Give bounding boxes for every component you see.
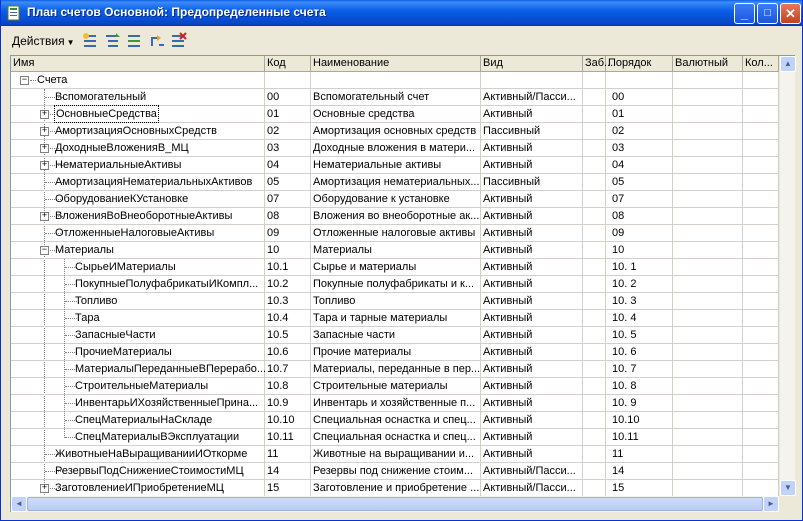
table-row[interactable]	[11, 276, 779, 293]
kind-cell: Активный	[481, 378, 583, 395]
currency-cell	[673, 140, 743, 157]
tree-cell	[11, 89, 265, 106]
order-cell: 10. 5	[606, 327, 673, 344]
tree-cell	[11, 378, 265, 395]
quantity-cell	[743, 89, 779, 106]
quantity-cell	[743, 344, 779, 361]
quantity-cell	[743, 242, 779, 259]
order-cell: 10. 8	[606, 378, 673, 395]
quantity-cell	[743, 429, 779, 446]
currency-cell	[673, 463, 743, 480]
tree-cell	[11, 293, 265, 310]
currency-cell	[673, 361, 743, 378]
quantity-cell	[743, 208, 779, 225]
code-cell: 04	[265, 157, 311, 174]
order-cell: 05	[606, 174, 673, 191]
quantity-cell	[743, 412, 779, 429]
table-row[interactable]	[11, 89, 779, 106]
table-row[interactable]	[11, 106, 779, 123]
currency-cell	[673, 429, 743, 446]
tree-cell	[11, 395, 265, 412]
quantity-cell	[743, 157, 779, 174]
table-row[interactable]	[11, 429, 779, 446]
account-name: Вспомогательный	[55, 91, 147, 103]
quantity-cell	[743, 276, 779, 293]
table-row[interactable]	[11, 242, 779, 259]
title-cell: Основные средства	[311, 106, 481, 123]
quantity-cell	[743, 361, 779, 378]
account-name: ЖивотныеНаВыращиванииИОткорме	[55, 448, 248, 460]
tree-cell	[11, 361, 265, 378]
title-cell: Животные на выращивании и...	[311, 446, 481, 463]
account-name: СырьеИМатериалы	[75, 261, 176, 273]
quantity-cell	[743, 293, 779, 310]
root-label: Счета	[37, 74, 68, 86]
close-button[interactable]: ✕	[780, 3, 801, 24]
vertical-scrollbar[interactable]	[779, 56, 795, 496]
currency-cell	[673, 174, 743, 191]
off-balance-cell	[583, 259, 606, 276]
code-cell: 10.8	[265, 378, 311, 395]
move-up-icon[interactable]	[148, 32, 166, 50]
tree-cell	[11, 157, 265, 174]
tree-cell	[11, 106, 265, 123]
kind-cell: Активный	[481, 293, 583, 310]
tree-cell	[11, 463, 265, 480]
expand-icon[interactable]: +	[41, 211, 48, 221]
add-group-icon[interactable]	[104, 32, 122, 50]
table-row[interactable]	[11, 412, 779, 429]
kind-cell: Активный	[481, 242, 583, 259]
title-cell: Материалы	[311, 242, 481, 259]
order-cell: 10.11	[606, 429, 673, 446]
title-cell: Нематериальные активы	[311, 157, 481, 174]
table-row[interactable]	[11, 259, 779, 276]
account-name: МатериалыПереданныеВПерерабо...	[75, 363, 267, 375]
kind-cell: Активный/Пасси...	[481, 480, 583, 497]
currency-cell	[673, 446, 743, 463]
title-cell: Прочие материалы	[311, 344, 481, 361]
table-row[interactable]	[11, 208, 779, 225]
tree-cell	[11, 310, 265, 327]
kind-cell: Активный	[481, 191, 583, 208]
title-bar[interactable]	[1, 0, 802, 26]
account-name: Топливо	[75, 295, 118, 307]
scroll-left-button[interactable]: ◄	[11, 496, 27, 512]
table-row[interactable]	[11, 344, 779, 361]
currency-cell	[673, 395, 743, 412]
quantity-cell	[743, 123, 779, 140]
table-row[interactable]	[11, 123, 779, 140]
off-balance-cell	[583, 123, 606, 140]
order-cell: 10. 7	[606, 361, 673, 378]
tree-cell	[11, 259, 265, 276]
title-cell: Оборудование к установке	[311, 191, 481, 208]
off-balance-cell	[583, 446, 606, 463]
off-balance-cell	[583, 463, 606, 480]
code-cell: 10.4	[265, 310, 311, 327]
expand-icon[interactable]: +	[41, 143, 48, 153]
code-cell: 10.9	[265, 395, 311, 412]
title-cell	[311, 72, 481, 89]
table-row[interactable]	[11, 225, 779, 242]
account-name: ОсновныеСредства	[56, 108, 157, 120]
currency-cell	[673, 191, 743, 208]
currency-cell	[673, 327, 743, 344]
column-header-currency[interactable]: Валютный	[673, 56, 743, 72]
code-cell: 10.10	[265, 412, 311, 429]
add-icon[interactable]	[82, 32, 100, 50]
title-cell: Материалы, переданные в пер...	[311, 361, 481, 378]
order-cell: 10. 6	[606, 344, 673, 361]
title-cell: Строительные материалы	[311, 378, 481, 395]
minimize-button[interactable]: _	[734, 3, 755, 24]
currency-cell	[673, 123, 743, 140]
kind-cell: Активный/Пасси...	[481, 89, 583, 106]
account-name: АмортизацияНематериальныхАктивов	[55, 176, 253, 188]
currency-cell	[673, 242, 743, 259]
account-name: Тара	[75, 312, 100, 324]
quantity-cell	[743, 446, 779, 463]
kind-cell: Активный	[481, 259, 583, 276]
account-name: ЗапасныеЧасти	[75, 329, 156, 341]
account-name: ОборудованиеКУстановке	[55, 193, 189, 205]
table-row[interactable]	[11, 361, 779, 378]
off-balance-cell	[583, 293, 606, 310]
off-balance-cell	[583, 276, 606, 293]
quantity-cell	[743, 378, 779, 395]
order-cell: 15	[606, 480, 673, 497]
code-cell: 03	[265, 140, 311, 157]
quantity-cell	[743, 72, 779, 89]
account-name: РезервыПодСнижениеСтоимостиМЦ	[55, 465, 244, 477]
tree-cell	[11, 446, 265, 463]
off-balance-cell	[583, 89, 606, 106]
account-name: АмортизацияОсновныхСредств	[55, 125, 217, 137]
title-cell: Амортизация основных средств	[311, 123, 481, 140]
tree-cell	[11, 174, 265, 191]
off-balance-cell	[583, 157, 606, 174]
off-balance-cell	[583, 208, 606, 225]
kind-cell: Активный	[481, 395, 583, 412]
quantity-cell	[743, 480, 779, 497]
quantity-cell	[743, 463, 779, 480]
code-cell: 15	[265, 480, 311, 497]
tree-branch-line	[64, 259, 65, 438]
table-row[interactable]	[11, 174, 779, 191]
code-cell: 10	[265, 242, 311, 259]
table-row-root[interactable]	[11, 72, 779, 89]
currency-cell	[673, 157, 743, 174]
account-name: ПокупныеПолуфабрикатыИКомпл...	[75, 278, 259, 290]
title-cell: Специальная оснастка и спец...	[311, 412, 481, 429]
kind-cell: Активный	[481, 140, 583, 157]
kind-cell: Активный	[481, 208, 583, 225]
kind-cell: Активный	[481, 276, 583, 293]
collapse-icon[interactable]: −	[21, 75, 28, 85]
code-cell: 11	[265, 446, 311, 463]
tree-cell	[11, 208, 265, 225]
currency-cell	[673, 378, 743, 395]
chart-of-accounts-icon	[6, 5, 22, 21]
quantity-cell	[743, 395, 779, 412]
currency-cell	[673, 72, 743, 89]
kind-cell: Активный	[481, 225, 583, 242]
currency-cell	[673, 412, 743, 429]
order-cell: 14	[606, 463, 673, 480]
off-balance-cell	[583, 327, 606, 344]
expand-icon[interactable]: +	[41, 126, 48, 136]
tree-cell	[11, 140, 265, 157]
off-balance-cell	[583, 480, 606, 497]
table-row[interactable]	[11, 395, 779, 412]
off-balance-cell	[583, 242, 606, 259]
quantity-cell	[743, 310, 779, 327]
title-cell: Амортизация нематериальных...	[311, 174, 481, 191]
off-balance-cell	[583, 225, 606, 242]
column-header-title[interactable]: Наименование	[311, 56, 481, 72]
expand-icon[interactable]: +	[41, 483, 48, 493]
order-cell: 07	[606, 191, 673, 208]
order-cell: 04	[606, 157, 673, 174]
kind-cell: Активный	[481, 361, 583, 378]
delete-icon[interactable]	[170, 32, 188, 50]
code-cell: 00	[265, 89, 311, 106]
table-header	[11, 56, 779, 72]
kind-cell: Активный	[481, 412, 583, 429]
off-balance-cell	[583, 429, 606, 446]
currency-cell	[673, 259, 743, 276]
tree-connector	[30, 80, 36, 81]
column-header-kind[interactable]: Вид	[481, 56, 583, 72]
order-cell: 11	[606, 446, 673, 463]
off-balance-cell	[583, 191, 606, 208]
code-cell: 10.1	[265, 259, 311, 276]
off-balance-cell	[583, 72, 606, 89]
expand-icon[interactable]: +	[41, 160, 48, 170]
code-cell: 14	[265, 463, 311, 480]
quantity-cell	[743, 106, 779, 123]
code-cell: 02	[265, 123, 311, 140]
column-header-order[interactable]: Порядок	[606, 56, 673, 72]
code-cell: 10.6	[265, 344, 311, 361]
scroll-right-button[interactable]: ►	[763, 496, 779, 512]
kind-cell	[481, 72, 583, 89]
code-cell: 08	[265, 208, 311, 225]
table-row[interactable]	[11, 140, 779, 157]
window-title: План счетов Основной: Предопределенные счета	[27, 5, 326, 19]
title-cell: Специальная оснастка и спец...	[311, 429, 481, 446]
off-balance-cell	[583, 310, 606, 327]
kind-cell: Активный	[481, 327, 583, 344]
dropdown-arrow-icon: ▼	[66, 38, 75, 47]
table-row[interactable]	[11, 446, 779, 463]
kind-cell: Активный	[481, 344, 583, 361]
kind-cell: Пассивный	[481, 174, 583, 191]
account-name: ЗаготовлениеИПриобретениеМЦ	[55, 482, 224, 494]
quantity-cell	[743, 191, 779, 208]
tree-cell	[11, 191, 265, 208]
scroll-corner	[779, 496, 795, 512]
title-cell: Резервы под снижение стоим...	[311, 463, 481, 480]
title-cell: Сырье и материалы	[311, 259, 481, 276]
currency-cell	[673, 310, 743, 327]
toolbar	[4, 28, 799, 54]
account-name: ВложенияВоВнеоборотныеАктивы	[55, 210, 233, 222]
quantity-cell	[743, 327, 779, 344]
tree-cell	[11, 276, 265, 293]
column-header-code[interactable]: Код	[265, 56, 311, 72]
tree-cell	[11, 242, 265, 259]
account-name: ДоходныеВложенияВ_МЦ	[55, 142, 189, 154]
account-name: СпецМатериалыВЭксплуатации	[75, 431, 240, 443]
account-name: СпецМатериалыНаСкладе	[75, 414, 213, 426]
code-cell: 10.7	[265, 361, 311, 378]
off-balance-cell	[583, 140, 606, 157]
kind-cell: Активный	[481, 106, 583, 123]
title-cell: Запасные части	[311, 327, 481, 344]
quantity-cell	[743, 259, 779, 276]
off-balance-cell	[583, 395, 606, 412]
currency-cell	[673, 344, 743, 361]
actions-label: Действия	[12, 34, 65, 48]
order-cell: 08	[606, 208, 673, 225]
account-name: Материалы	[55, 244, 114, 256]
table-row[interactable]	[11, 480, 779, 497]
code-cell: 09	[265, 225, 311, 242]
order-cell: 10. 4	[606, 310, 673, 327]
order-cell: 03	[606, 140, 673, 157]
kind-cell: Пассивный	[481, 123, 583, 140]
maximize-button[interactable]: □	[757, 3, 778, 24]
account-name: ОтложенныеНалоговыеАктивы	[55, 227, 215, 239]
tree-cell	[11, 344, 265, 361]
tree-cell	[11, 225, 265, 242]
code-cell: 01	[265, 106, 311, 123]
tree-cell	[11, 412, 265, 429]
order-cell: 10. 1	[606, 259, 673, 276]
order-cell: 10. 9	[606, 395, 673, 412]
account-name: СтроительныеМатериалы	[75, 380, 209, 392]
tree-cell	[11, 480, 265, 497]
title-cell: Доходные вложения в матери...	[311, 140, 481, 157]
collapse-icon[interactable]: −	[41, 245, 48, 255]
kind-cell: Активный	[481, 310, 583, 327]
currency-cell	[673, 480, 743, 497]
column-header-quantity[interactable]: Кол...	[743, 56, 779, 72]
column-header-off-balance[interactable]: Заб...	[583, 56, 606, 72]
table-row[interactable]	[11, 463, 779, 480]
table-row[interactable]	[11, 378, 779, 395]
table-row[interactable]	[11, 191, 779, 208]
code-cell: 10.5	[265, 327, 311, 344]
off-balance-cell	[583, 344, 606, 361]
horizontal-scroll-thumb[interactable]	[27, 497, 763, 511]
kind-cell: Активный/Пасси...	[481, 463, 583, 480]
account-name: ИнвентарьИХозяйственныеПрина...	[75, 397, 259, 409]
order-cell: 09	[606, 225, 673, 242]
quantity-cell	[743, 225, 779, 242]
code-cell: 05	[265, 174, 311, 191]
code-cell: 10.3	[265, 293, 311, 310]
horizontal-scrollbar[interactable]	[11, 496, 779, 512]
off-balance-cell	[583, 378, 606, 395]
code-cell: 10.2	[265, 276, 311, 293]
title-cell: Покупные полуфабрикаты и к...	[311, 276, 481, 293]
currency-cell	[673, 293, 743, 310]
account-name: НематериальныеАктивы	[55, 159, 182, 171]
currency-cell	[673, 208, 743, 225]
code-cell: 10.11	[265, 429, 311, 446]
column-header-name[interactable]: Имя	[11, 56, 265, 72]
accounts-table	[10, 55, 795, 512]
account-name: ПрочиеМатериалы	[75, 346, 172, 358]
table-row[interactable]	[11, 157, 779, 174]
table-row[interactable]	[11, 293, 779, 310]
title-cell: Топливо	[311, 293, 481, 310]
off-balance-cell	[583, 412, 606, 429]
kind-cell: Активный	[481, 429, 583, 446]
tree-cell	[11, 429, 265, 446]
off-balance-cell	[583, 174, 606, 191]
order-cell: 01	[606, 106, 673, 123]
quantity-cell	[743, 174, 779, 191]
currency-cell	[673, 276, 743, 293]
off-balance-cell	[583, 106, 606, 123]
kind-cell: Активный	[481, 446, 583, 463]
code-cell	[265, 72, 311, 89]
expand-icon[interactable]: +	[41, 109, 48, 119]
title-cell: Заготовление и приобретение ...	[311, 480, 481, 497]
title-cell: Инвентарь и хозяйственные п...	[311, 395, 481, 412]
tree-cell	[11, 72, 265, 89]
order-cell: 10	[606, 242, 673, 259]
order-cell: 00	[606, 89, 673, 106]
table-row[interactable]	[11, 310, 779, 327]
title-cell: Вспомогательный счет	[311, 89, 481, 106]
tree-cell	[11, 123, 265, 140]
actions-menu[interactable]	[12, 34, 75, 48]
currency-cell	[673, 225, 743, 242]
currency-cell	[673, 106, 743, 123]
order-cell	[606, 72, 673, 89]
order-cell: 10. 3	[606, 293, 673, 310]
order-cell: 10. 2	[606, 276, 673, 293]
tree-cell	[11, 327, 265, 344]
order-cell: 02	[606, 123, 673, 140]
title-cell: Тара и тарные материалы	[311, 310, 481, 327]
title-cell: Вложения во внеоборотные ак...	[311, 208, 481, 225]
off-balance-cell	[583, 361, 606, 378]
quantity-cell	[743, 140, 779, 157]
table-row[interactable]	[11, 327, 779, 344]
scroll-down-button[interactable]: ▼	[780, 480, 796, 496]
code-cell: 07	[265, 191, 311, 208]
title-cell: Отложенные налоговые активы	[311, 225, 481, 242]
currency-cell	[673, 89, 743, 106]
copy-icon[interactable]	[126, 32, 144, 50]
kind-cell: Активный	[481, 157, 583, 174]
order-cell: 10.10	[606, 412, 673, 429]
scroll-up-button[interactable]: ▲	[780, 56, 796, 72]
